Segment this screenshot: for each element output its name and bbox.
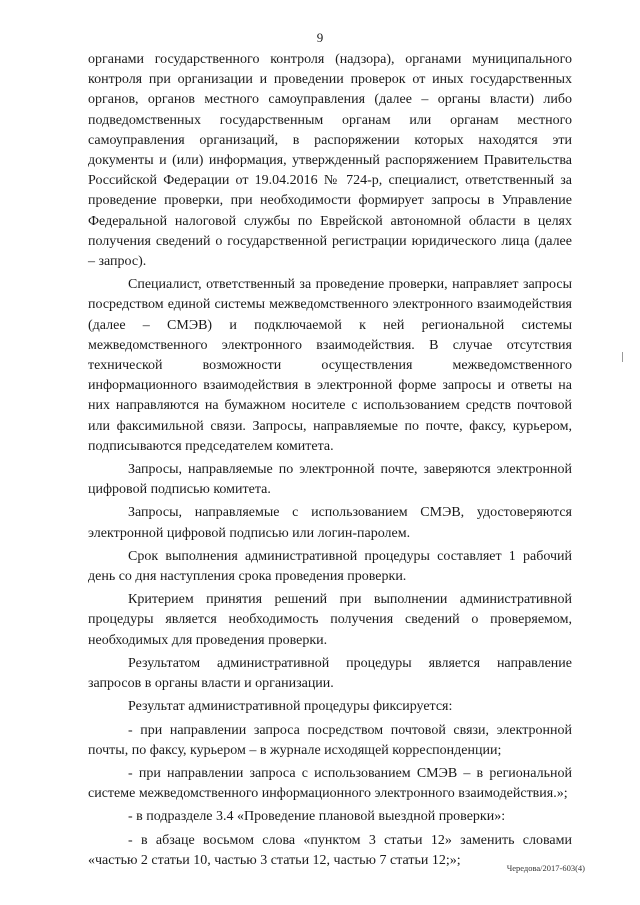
paragraph-2: Специалист, ответственный за проведение проверки, направляет запросы посредством единой системы межведомственного электронного взаимодействия (далее – СМЭВ) и подключаемой к ней региональной системы межведомственного электронного взаимодействия. В случае отсутствия технической возможности осуществления межведомственного информационного взаимодействия в электронной форме запросы и ответы на них направляются на бумажном носителе с использованием средств почтовой или факсимильной связи. Запросы, направляемые по почте, факсу, курьером, подписываются председателем комитета. bbox=[88, 277, 572, 454]
footer-code: Чередова/2017-603(4) bbox=[506, 863, 585, 873]
paragraph-4: Запросы, направляемые с использованием СМЭВ, удостоверяются электронной цифровой подписью или логин-паролем. bbox=[88, 505, 572, 541]
paragraph-7: Результатом административной процедуры является направление запросов в органы власти и организации. bbox=[88, 655, 572, 692]
paragraph-10: - при направлении запроса с использованием СМЭВ – в региональной системе межведомственного информационного электронного взаимодействия.»; bbox=[88, 765, 572, 802]
margin-mark bbox=[622, 352, 623, 362]
paragraph-12: - в абзаце восьмом слова «пунктом 3 статьи 12» заменить словами «частью 2 статьи 10, частью 3 статьи 12, частью 7 статьи 12;»; bbox=[88, 832, 572, 868]
paragraph-5: Срок выполнения административной процедуры составляет 1 рабочий день со дня наступления срока проведения проверки. bbox=[88, 548, 572, 585]
paragraph-11: - в подразделе 3.4 «Проведение плановой выездной проверки»: bbox=[128, 809, 506, 825]
paragraph-3: Запросы, направляемые по электронной почте, заверяются электронной цифровой подписью комитета. bbox=[88, 462, 572, 498]
paragraph-6: Критерием принятия решений при выполнении административной процедуры является необходимость получения сведений о проверяемом, необходимых для проведения проверки. bbox=[88, 592, 572, 648]
paragraph-1: органами государственного контроля (надзора), органами муниципального контроля при организации и проведении проверок от иных государственных органов, органов местного самоуправления (далее – органы власти) либо подведомственных государственным органам или органам местного самоуправления организаций, в распоряжении которых находятся эти документы и (или) информация, утвержденный распоряжением Правительства Российской Федерации от 19.04.2016 № 724-р, специалист, ответственный за проведение проверки, при необходимости формирует запросы в Управление Федеральной налоговой службы по Еврейской автономной области в целях получения сведений о государственной регистрации юридического лица (далее – запрос). bbox=[88, 52, 572, 270]
paragraph-8: Результат административной процедуры фиксируется: bbox=[128, 699, 453, 715]
document-body bbox=[88, 50, 572, 874]
page-number: 9 bbox=[316, 30, 324, 45]
paragraph-9: - при направлении запроса посредством почтовой связи, электронной почты, по факсу, курьером – в журнале исходящей корреспонденции; bbox=[88, 722, 572, 758]
